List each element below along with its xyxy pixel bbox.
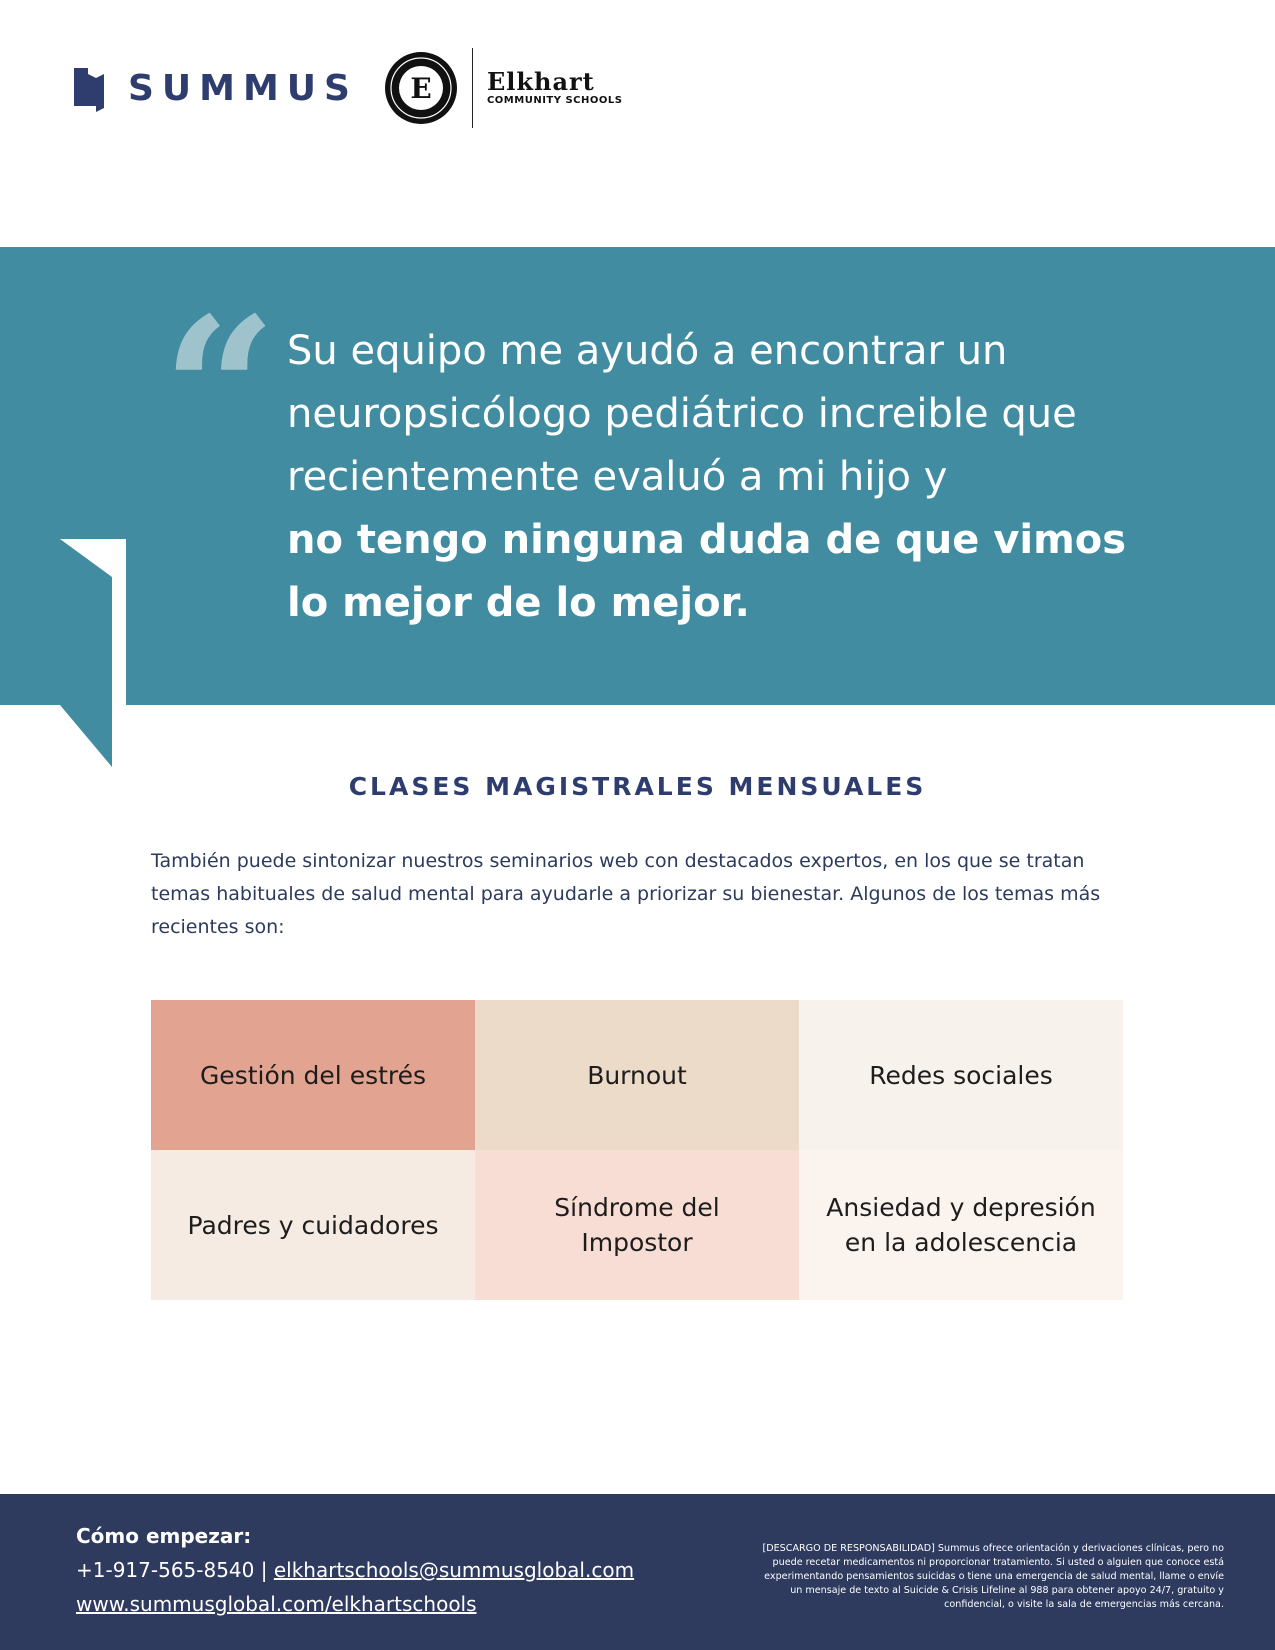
- quote-line: neuropsicólogo pediátrico increible que: [287, 391, 1077, 437]
- intro-paragraph: También puede sintonizar nuestros seminarios web con destacados expertos, en los que se tratan temas habituales de salud mental para ayudarle a priorizar su bienestar. Algunos de los temas más recientes son:: [151, 850, 1101, 938]
- contact-separator: |: [254, 1558, 274, 1582]
- topics-grid: [151, 1000, 1123, 1300]
- phone-link[interactable]: +1-917-565-8540: [76, 1558, 255, 1582]
- topic-cell: Burnout: [475, 1000, 799, 1150]
- quote-line: recientemente evaluó a mi hijo y: [287, 454, 948, 500]
- summus-door-icon: [74, 64, 110, 112]
- seal-letter: E: [410, 72, 432, 105]
- topic-cell: Gestión del estrés: [151, 1000, 475, 1150]
- summus-wordmark: SUMMUS: [128, 67, 358, 109]
- contact-line: [76, 1558, 634, 1582]
- logo-divider: [472, 48, 473, 128]
- quote-line-bold: no tengo ninguna duda de que vimos: [287, 517, 1127, 563]
- elkhart-subtitle: COMMUNITY SCHOOLS: [486, 95, 623, 106]
- header-logos: [74, 46, 622, 130]
- section-title: CLASES MAGISTRALES MENSUALES: [348, 772, 927, 801]
- website-line: [76, 1592, 477, 1616]
- cta-title: Cómo empezar:: [76, 1524, 252, 1548]
- topic-cell: Padres y cuidadores: [151, 1150, 475, 1300]
- quote-line-bold: lo mejor de lo mejor.: [287, 580, 750, 626]
- email-link[interactable]: elkhartschools@summusglobal.com: [273, 1558, 635, 1582]
- elkhart-seal-icon: [384, 51, 458, 125]
- website-link[interactable]: www.summusglobal.com/elkhartschools: [76, 1592, 477, 1616]
- disclaimer-text: [DESCARGO DE RESPONSABILIDAD] Summus ofrece orientación y derivaciones clínicas, pero no puede recetar medicamentos ni proporcionar tratamiento. Si usted o alguien que conoce está experimentando pensamientos suicidas o tiene una emergencia de salud mental, llame o envíe un mensaje de texto al Suicide & Crisis Lifeline al 988 para obtener apoyo 24/7, gratuito y confidencial, o visite la sala de emergencias más cercana.: [762, 1543, 1224, 1610]
- topic-cell: Ansiedad y depresión en la adolescencia: [799, 1150, 1123, 1300]
- topic-cell: Redes sociales: [799, 1000, 1123, 1150]
- testimonial-quote: [287, 320, 1177, 635]
- quote-mark-icon: “: [162, 274, 278, 509]
- elkhart-logo: [486, 67, 623, 106]
- topic-cell: Síndrome del Impostor: [475, 1150, 799, 1300]
- ribbon-flag-shape: [0, 247, 140, 767]
- elkhart-name: Elkhart: [486, 67, 595, 96]
- quote-line: Su equipo me ayudó a encontrar un: [287, 328, 1008, 374]
